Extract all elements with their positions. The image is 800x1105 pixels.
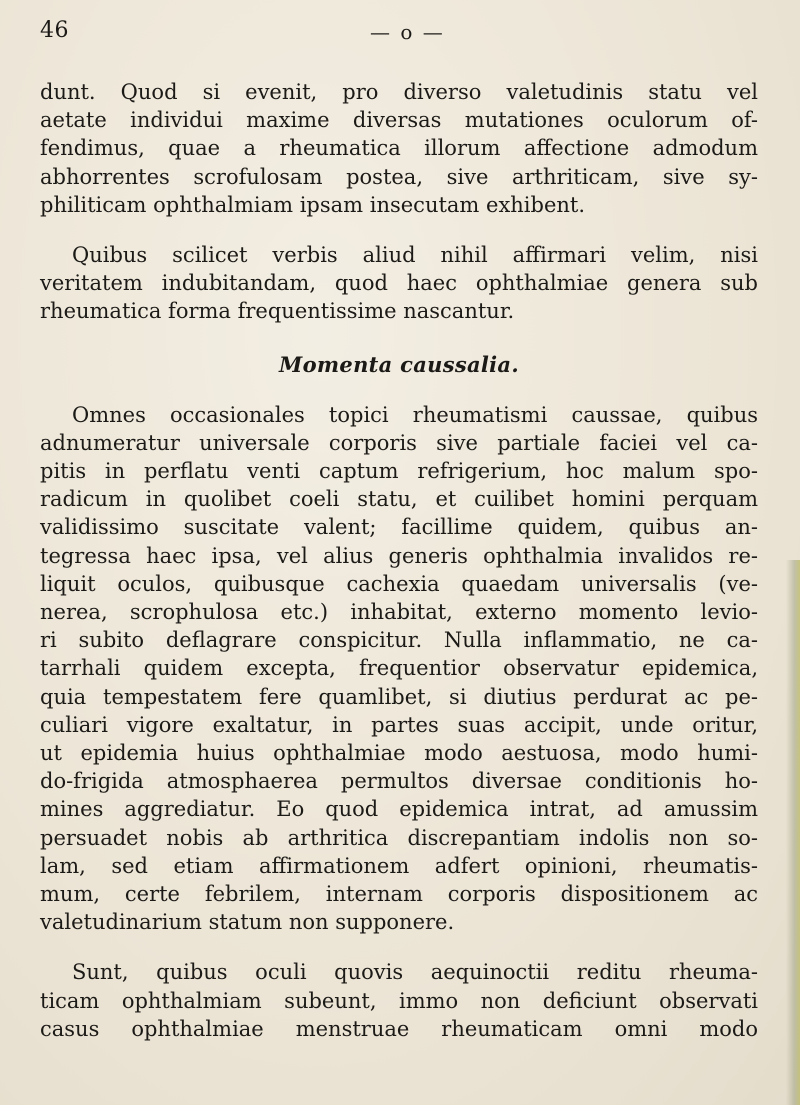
text-line: adnumeratur universale corporis sive partiale faciei vel ca- <box>40 430 758 455</box>
text-line: Quibus scilicet verbis aliud nihil affirmari velim, nisi <box>72 243 758 268</box>
text-line: mum, certe febrilem, internam corporis dispositionem ac <box>40 882 758 907</box>
text-line: nerea, scrophulosa etc.) inhabitat, externo momento levio- <box>40 600 758 625</box>
text-line: liquit oculos, quibusque cachexia quaedam universalis (ve- <box>40 571 758 596</box>
text-line: persuadet nobis ab arthritica discrepantiam indolis non so- <box>40 825 758 850</box>
text-line: abhorrentes scrofulosam postea, sive arthriticam, sive sy- <box>40 164 758 189</box>
text-line: culiari vigore exaltatur, in partes suas accipit, unde oritur, <box>40 712 758 737</box>
paragraph-3 <box>40 401 758 937</box>
text-line: rheumatica forma frequentissime nascantur. <box>40 299 515 324</box>
text-line: validissimo suscitate valent; facillime quidem, quibus an- <box>40 515 758 540</box>
page-number: 46 <box>40 18 69 43</box>
text-line: lam, sed etiam affirmationem adfert opinioni, rheumatis- <box>40 853 758 878</box>
text-line: ut epidemia huius ophthalmiae modo aestuosa, modo humi- <box>40 741 758 766</box>
section-heading: Momenta caussalia. <box>279 351 519 377</box>
page-header <box>40 18 760 48</box>
paragraph-4 <box>40 958 758 1043</box>
text-line: Sunt, quibus oculi quovis aequinoctii reditu rheuma- <box>72 960 758 985</box>
text-line: pitis in perflatu venti captum refrigerium, hoc malum spo- <box>40 459 758 484</box>
text-line: ticam ophthalmiam subeunt, immo non deficiunt observati <box>40 988 758 1013</box>
text-line: do-frigida atmosphaerea permultos diversae conditionis ho- <box>40 769 758 794</box>
text-line: tarrhali quidem excepta, frequentior observatur epidemica, <box>40 656 758 681</box>
text-line: fendimus, quae a rheumatica illorum affectione admodum <box>40 136 758 161</box>
text-line: valetudinarium statum non supponere. <box>40 910 455 935</box>
text-line: Omnes occasionales topici rheumatismi caussae, quibus <box>72 402 758 427</box>
text-line: mines aggrediatur. Eo quod epidemica intrat, ad amussim <box>40 797 758 822</box>
paragraph-1 <box>40 78 758 219</box>
text-line: ri subito deflagrare conspicitur. Nulla inflammatio, ne ca- <box>40 628 758 653</box>
header-ornament: — o — <box>370 20 445 44</box>
text-line: tegressa haec ipsa, vel alius generis ophthalmia invalidos re- <box>40 543 758 568</box>
text-line: philiticam ophthalmiam ipsam insecutam exhibent. <box>40 192 586 217</box>
text-line: casus ophthalmiae menstruae rheumaticam omni modo <box>40 1016 758 1041</box>
text-line: aetate individui maxime diversas mutationes oculorum of- <box>40 108 758 133</box>
text-line: quia tempestatem fere quamlibet, si diutius perdurat ac pe- <box>40 684 758 709</box>
text-line: radicum in quolibet coeli statu, et cuilibet homini perquam <box>40 487 758 512</box>
text-line: dunt. Quod si evenit, pro diverso valetudinis statu vel <box>40 80 758 104</box>
body-text <box>40 78 758 1043</box>
text-line: veritatem indubitandam, quod haec ophthalmiae genera sub <box>40 271 758 296</box>
page-edge-shadow <box>786 560 800 1105</box>
paragraph-2 <box>40 241 758 326</box>
